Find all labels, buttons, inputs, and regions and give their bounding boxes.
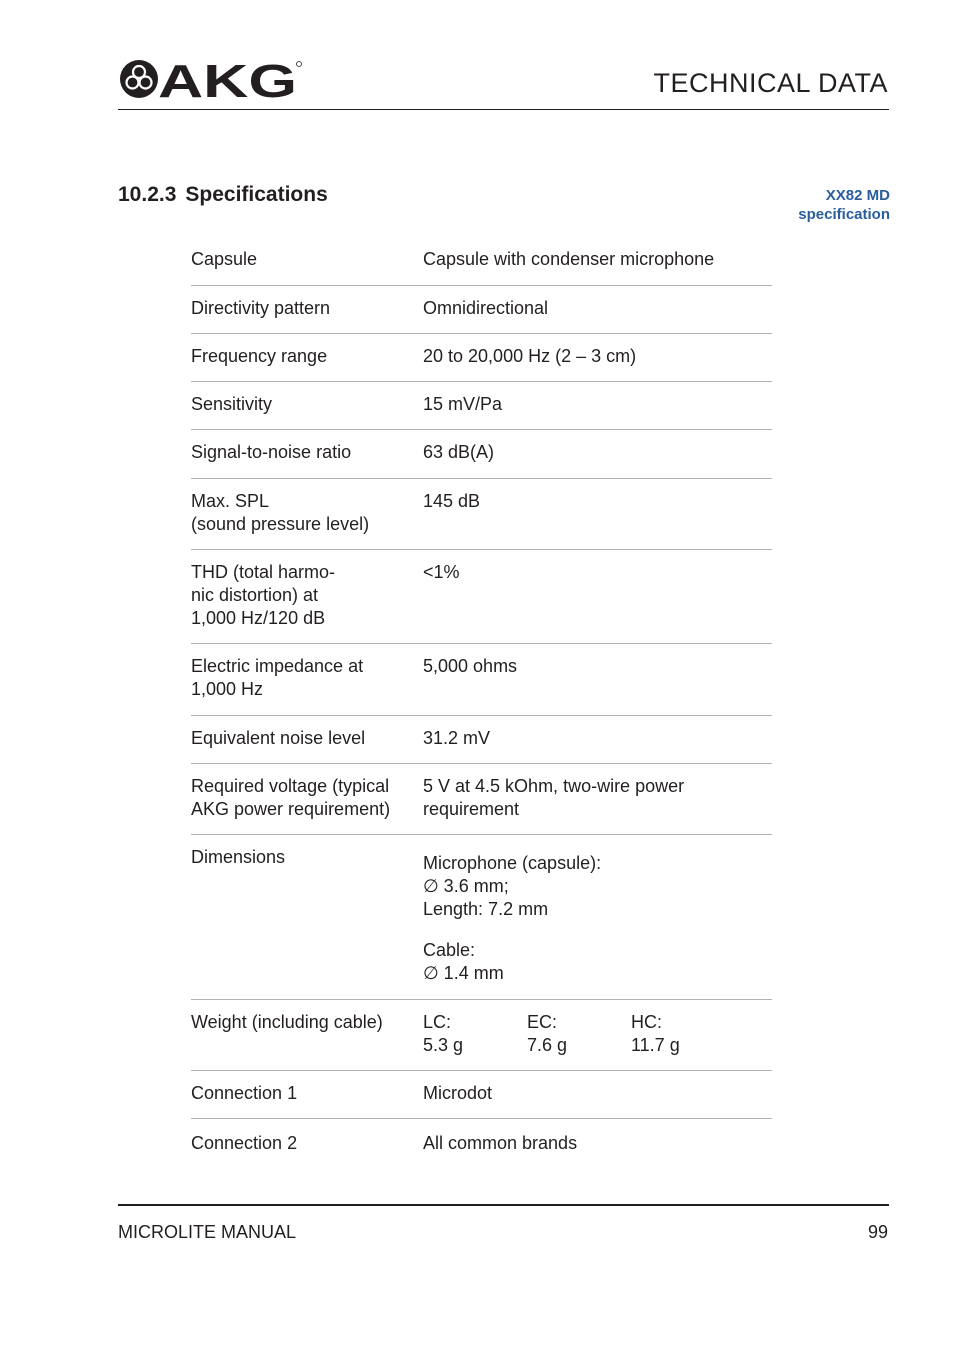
dimensions-microphone: Microphone (capsule): ∅ 3.6 mm; Length: 7.2 mm (423, 853, 602, 919)
spec-row (191, 237, 772, 286)
spec-value: 5,000 ohms (423, 656, 518, 676)
spec-value (423, 1000, 772, 1070)
spec-row (191, 550, 772, 644)
spec-label: Signal-to-noise ratio (191, 442, 352, 462)
spec-row (191, 644, 772, 716)
spec-label: Frequency range (191, 346, 328, 366)
spec-label: Connection 1 (191, 1083, 298, 1103)
spec-row (191, 286, 772, 334)
spec-value: All common brands (423, 1133, 578, 1153)
spec-label: Max. SPL (sound pressure level) (191, 491, 370, 534)
spec-label: Capsule (191, 249, 258, 269)
spec-value: Microdot (423, 1083, 493, 1103)
spec-value: 15 mV/Pa (423, 394, 503, 414)
spec-label: THD (total harmo- nic distortion) at 1,000 Hz/120 dB (191, 562, 336, 628)
spec-label: Equivalent noise level (191, 728, 366, 748)
spec-label: Connection 2 (191, 1133, 298, 1153)
spec-label: Directivity pattern (191, 298, 331, 318)
spec-row-weight (191, 1000, 772, 1071)
margin-note-line: XX82 MD (825, 187, 890, 204)
spec-row (191, 382, 772, 430)
weight-lc: LC: 5.3 g (423, 1012, 464, 1055)
spec-row (191, 334, 772, 382)
section-number: 10.2.3 (118, 183, 177, 206)
spec-value (423, 835, 772, 999)
spec-value: 31.2 mV (423, 728, 491, 748)
brand-wordmark: AKG (158, 58, 297, 102)
specifications-table (191, 237, 772, 1169)
footer-manual-title: MICROLITE MANUAL (118, 1222, 297, 1242)
spec-label: Dimensions (191, 847, 286, 867)
spec-label: Weight (including cable) (191, 1012, 383, 1032)
spec-row (191, 716, 772, 764)
weight-hc: HC: 11.7 g (631, 1012, 680, 1055)
spec-row (191, 479, 772, 550)
spec-value: Omnidirectional (423, 298, 549, 318)
spec-row-dimensions (191, 835, 772, 1000)
spec-value: <1% (423, 562, 460, 582)
spec-value: 20 to 20,000 Hz (2 – 3 cm) (423, 346, 637, 366)
weight-ec: EC: 7.6 g (527, 1012, 568, 1055)
spec-value: 5 V at 4.5 kOhm, two-wire power requirement (423, 776, 685, 819)
spec-row (191, 764, 772, 835)
akg-logo (118, 58, 308, 102)
spec-label: Required voltage (typical AKG power requirement) (191, 776, 391, 819)
footer-divider (118, 1204, 889, 1206)
spec-value: Capsule with condenser microphone (423, 249, 715, 269)
page-number: 99 (867, 1222, 888, 1242)
dimensions-cable: Cable: ∅ 1.4 mm (423, 940, 504, 983)
spec-label: Sensitivity (191, 394, 273, 414)
header-divider (118, 109, 889, 110)
section-heading (118, 183, 328, 207)
spec-value: 63 dB(A) (423, 442, 495, 462)
spec-value: 145 dB (423, 491, 481, 511)
section-title: Specifications (185, 183, 328, 206)
margin-note-line: specification (798, 206, 890, 223)
spec-row (191, 1119, 772, 1169)
spec-row (191, 430, 772, 479)
spec-label: Electric impedance at 1,000 Hz (191, 656, 364, 699)
header-title: TECHNICAL DATA (653, 68, 888, 98)
spec-row (191, 1071, 772, 1119)
margin-note (798, 186, 890, 224)
